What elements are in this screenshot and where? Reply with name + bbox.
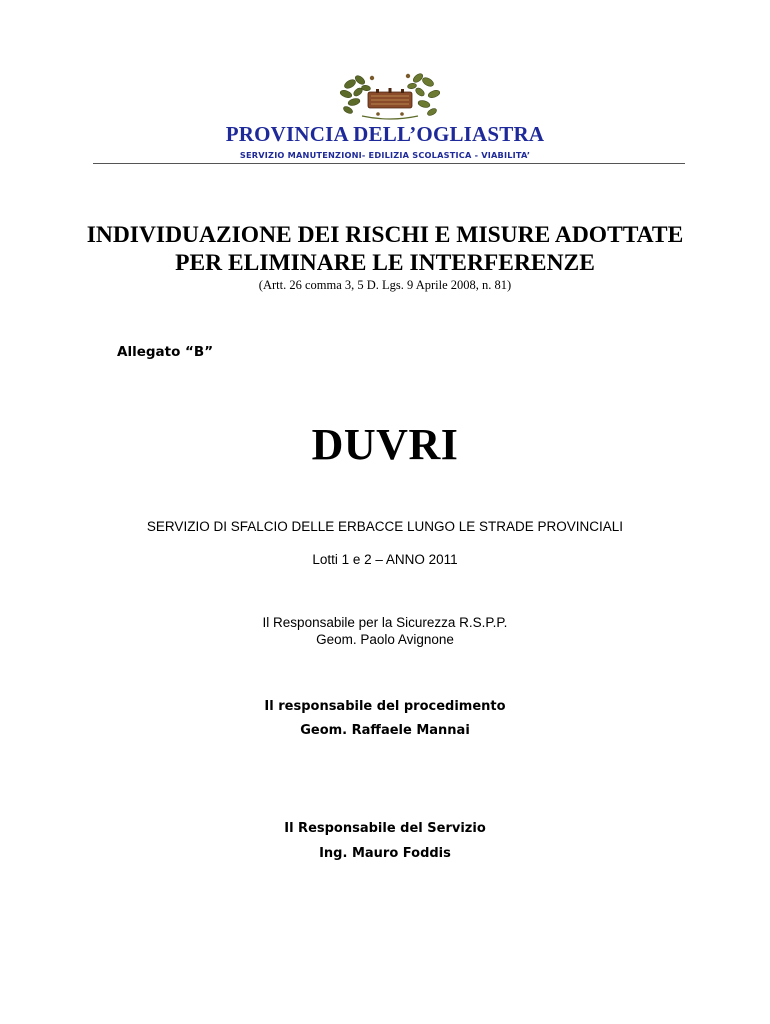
service-department: SERVIZIO MANUTENZIONI- EDILIZIA SCOLASTICA - VIABILITA’ (239, 150, 531, 160)
organization-name: PROVINCIA DELL’OGLIASTRA (225, 122, 545, 146)
procedure-manager-name: Geom. Raffaele Mannai (300, 723, 470, 738)
header-divider (93, 163, 685, 164)
service-manager-name: Ing. Mauro Foddis (319, 846, 451, 861)
service-description: SERVIZIO DI SFALCIO DELLE ERBACCE LUNGO LE STRADE PROVINCIALI (146, 519, 624, 534)
safety-officer-role: Il Responsabile per la Sicurezza R.S.P.P. (262, 615, 508, 630)
document-code: DUVRI (311, 420, 459, 469)
document-title (0, 221, 770, 277)
title-line-2: PER ELIMINARE LE INTERFERENZE (175, 250, 595, 276)
service-manager-role: Il Responsabile del Servizio (284, 821, 486, 836)
lots-year: Lotti 1 e 2 – ANNO 2011 (312, 552, 458, 567)
title-line-1: INDIVIDUAZIONE DEI RISCHI E MISURE ADOTTATE (86, 222, 684, 248)
annex-label: Allegato “B” (117, 344, 214, 360)
legal-reference: (Artt. 26 comma 3, 5 D. Lgs. 9 Aprile 2008, n. 81) (258, 278, 512, 292)
procedure-manager-role: Il responsabile del procedimento (264, 699, 506, 714)
safety-officer-name: Geom. Paolo Avignone (316, 632, 454, 647)
provincial-crest-icon (338, 70, 442, 122)
